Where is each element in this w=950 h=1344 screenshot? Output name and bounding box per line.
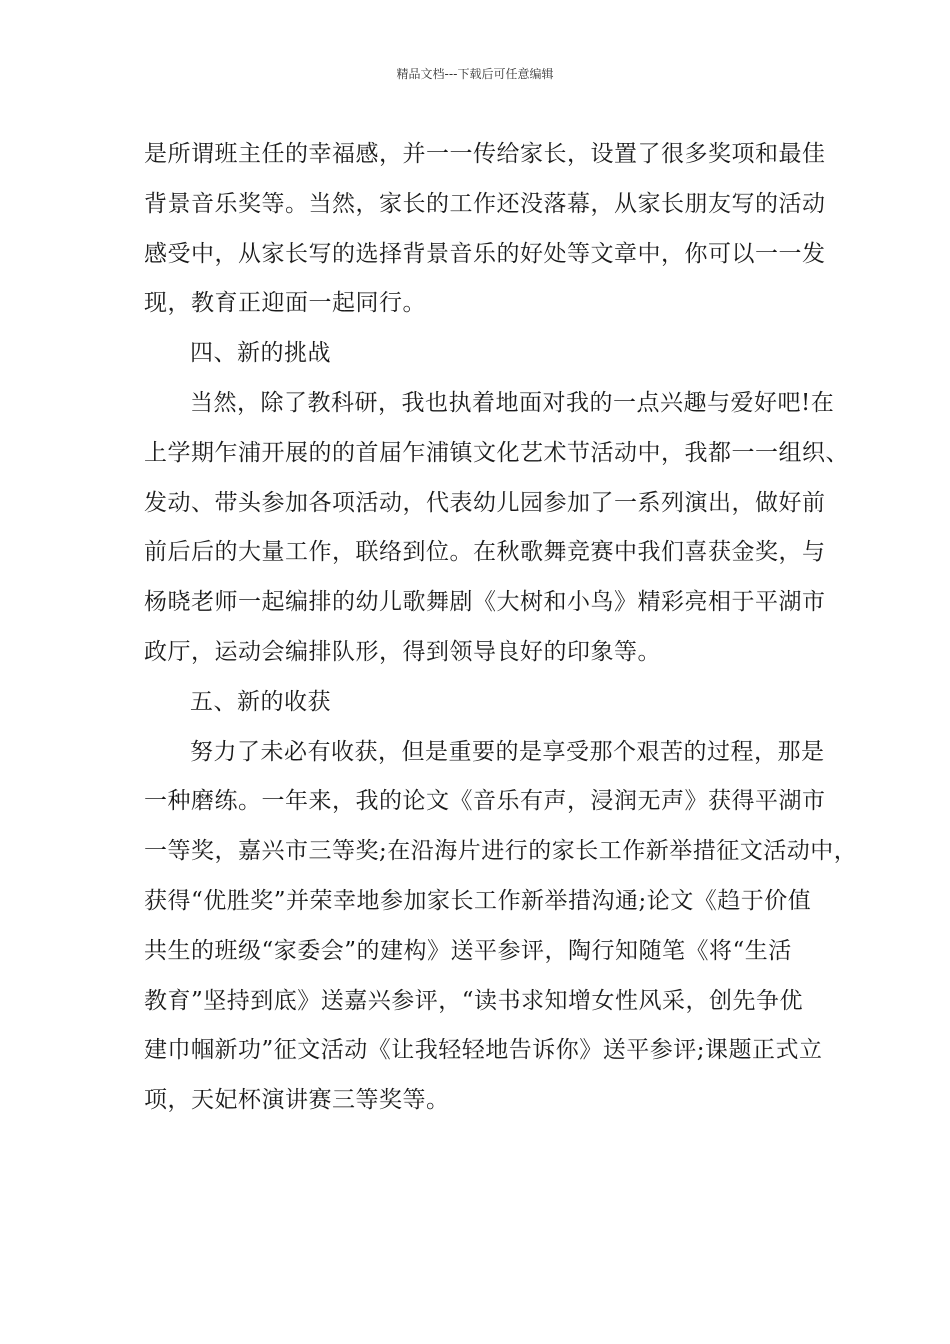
page-header: 精品文档---下载后可任意编辑	[396, 67, 554, 81]
section-heading: 四、新的挑战	[190, 340, 331, 367]
text-line: 背景音乐奖等。当然，家长的工作还没落幕，从家长朋友写的活动	[144, 190, 826, 217]
text-line: 教育”坚持到底》送嘉兴参评，“读书求知增女性风采，创先争优	[144, 987, 804, 1014]
section-heading: 五、新的收获	[190, 688, 331, 715]
text-line: 一种磨练。一年来，我的论文《音乐有声，浸润无声》获得平湖市	[144, 788, 826, 815]
text-line: 当然，除了教科研，我也执着地面对我的一点兴趣与爱好吧!在	[190, 389, 835, 416]
text-line: 建巾帼新功”征文活动《让我轻轻地告诉你》送平参评;课题正式立	[144, 1037, 823, 1064]
text-line: 项，天妃杯演讲赛三等奖等。	[144, 1087, 450, 1114]
text-line: 获得“优胜奖”并荣幸地参加家长工作新举措沟通;论文《趋于价值	[144, 887, 812, 914]
text-line: 杨晓老师一起编排的幼儿歌舞剧《大树和小鸟》精彩亮相于平湖市	[144, 589, 826, 616]
text-line: 前后后的大量工作，联络到位。在秋歌舞竞赛中我们喜获金奖，与	[144, 539, 826, 566]
text-line: 发动、带头参加各项活动，代表幼儿园参加了一系列演出，做好前	[144, 489, 826, 516]
text-line: 现，教育正迎面一起同行。	[144, 290, 426, 317]
text-line: 是所谓班主任的幸福感，并一一传给家长，设置了很多奖项和最佳	[144, 141, 826, 167]
text-line: 政厅，运动会编排队形，得到领导良好的印象等。	[144, 638, 661, 665]
document-body	[144, 130, 858, 1126]
text-line: 共生的班级“家委会”的建构》送平参评，陶行知随笔《将“生活	[144, 937, 792, 964]
text-line: 感受中，从家长写的选择背景音乐的好处等文章中，你可以一一发	[144, 240, 826, 267]
text-line: 努力了未必有收获，但是重要的是享受那个艰苦的过程，那是	[190, 738, 825, 765]
text-line: 上学期乍浦开展的的首届乍浦镇文化艺术节活动中，我都一一组织、	[144, 439, 849, 466]
text-line: 一等奖，嘉兴市三等奖;在沿海片进行的家长工作新举措征文活动中，	[144, 838, 858, 865]
